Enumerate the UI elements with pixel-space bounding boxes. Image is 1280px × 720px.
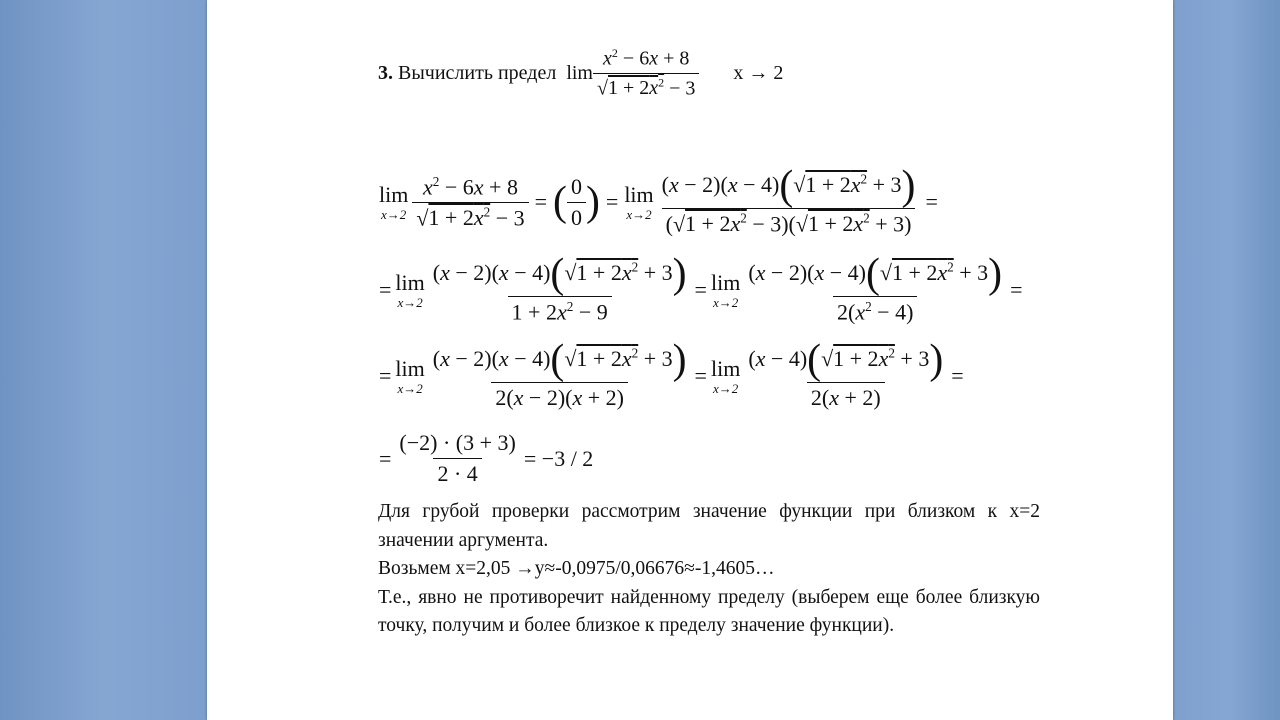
lim-1: lim x→2: [379, 181, 409, 222]
paragraph-2: Возьмем x=2,05 →y≈-0,0975/0,06676≈-1,4605…: [378, 558, 775, 579]
fraction-1: $\frac{x^2 - 6x + 8}{√1 + 2x^2 - 3}$: [412, 174, 528, 232]
task-fraction: [593, 46, 699, 100]
paragraph-3: Т.е., явно не противоречит найденному пределу (выберем еще более близкую точку, получим и более близкое к пределу значение функции).: [378, 586, 1040, 636]
document-page: [207, 0, 1173, 720]
equation-line-2: = lim x→2 $\frac{(x - 2)(x - 4)(√1 + 2x^2 + 3)}{1 + 2x^2 - 9}$ = lim x→2 $\frac{(x - 2)(x - 4)(√1 + 2x^2 + 3)}{2(x^2 - 4)}$ =: [379, 251, 1023, 324]
check-text: [378, 498, 1040, 641]
task-arrow: x → 2: [733, 61, 784, 84]
zero-over-zero: $\frac{0}{0}$: [567, 174, 586, 231]
fraction-3: $\frac{(x - 2)(x - 4)(√1 + 2x^2 + 3)}{1 + 2x^2 - 9}$: [432, 251, 687, 324]
fraction-2: $\frac{(x - 2)(x - 4)(√1 + 2x^2 + 3)}{(√1 + 2x^2 - 3)(√1 + 2x^2 + 3)}$: [661, 163, 916, 236]
task-number: 3.: [378, 61, 393, 84]
final-result: = −3 / 2: [523, 445, 594, 471]
paragraph-1: Для грубой проверки рассмотрим значение функции при близком к x=2 значении аргумента.: [378, 501, 1040, 551]
equation-line-3: = lim x→2 $\frac{(x - 2)(x - 4)(√1 + 2x^2 + 3)}{2(x - 2)(x + 2)}$ = lim x→2 $\frac{(x - 4)(√1 + 2x^2 + 3)}{2(x + 2)}$ =: [379, 337, 964, 410]
task-statement: [378, 46, 783, 100]
fraction-6: $\frac{(x - 4)(√1 + 2x^2 + 3)}{2(x + 2)}$: [748, 337, 944, 410]
task-denominator: $√1 + 2x^2 - 3$: [593, 73, 699, 101]
task-lim: lim: [566, 61, 593, 84]
equation-line-4: = $\frac{(-2) \cdot (3 + 3)}{2 \cdot 4}$ = −3 / 2: [379, 430, 594, 486]
task-numerator: $x^2 - 6x + 8$: [603, 46, 690, 70]
fraction-4: $\frac{(x - 2)(x - 4)(√1 + 2x^2 + 3)}{2(x^2 - 4)}$: [748, 251, 1003, 324]
fraction-5: $\frac{(x - 2)(x - 4)(√1 + 2x^2 + 3)}{2(x - 2)(x + 2)}$: [432, 337, 687, 410]
task-text: Вычислить предел: [398, 61, 557, 84]
equation-line-1: lim x→2 $\frac{x^2 - 6x + 8}{√1 + 2x^2 - 3}$ = ( $\frac{0}{0}$ ) = lim x→2 $\frac{(x - 2)(x - 4)(√1 + 2x^2 + 3)}{(√1 + 2x^2 - 3)(√1 + 2x^2 + 3)}$ =: [379, 163, 938, 236]
fraction-7: $\frac{(-2) \cdot (3 + 3)}{2 \cdot 4}$: [399, 430, 516, 486]
